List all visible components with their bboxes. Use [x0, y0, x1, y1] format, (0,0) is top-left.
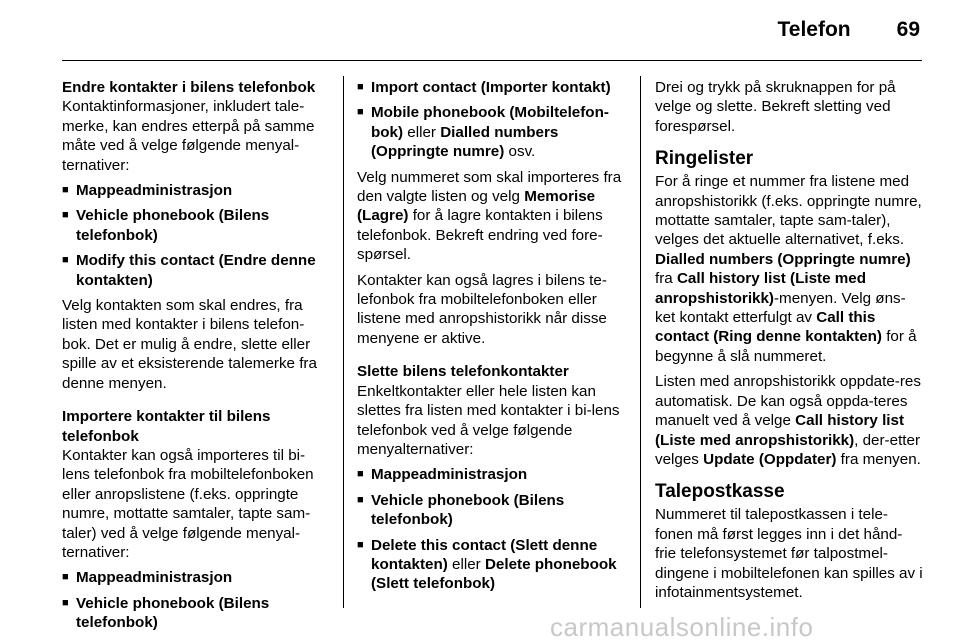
list-item: ■ Vehicle phonebook (Bilens telefonbok): [357, 491, 625, 530]
watermark: carmanualsonline.info: [550, 612, 814, 642]
paragraph: Velg kontakten som skal endres, fra listen med kontakter i bilens telefon-bok. Det er mulig å endre, slette eller spille av et eksisterende talemerke fra denne menyen.: [62, 297, 317, 392]
list-item: ■ Mappeadministrasjon: [62, 568, 328, 587]
paragraph: [357, 168, 625, 265]
heading-delete-contacts: Slette bilens telefonkontakter: [357, 363, 569, 381]
text: Velg nummeret som skal importeres fra den valgte listen og velg: [357, 168, 622, 206]
list-item: ■ Mappeadministrasjon: [357, 465, 625, 484]
page-number: 69: [896, 18, 920, 41]
column-3: [655, 78, 923, 608]
paragraph: Kontakter kan også lagres i bilens te-lefonbok fra mobiltelefonboken eller listene med anropshistorikk når disse menyene er aktive.: [357, 271, 607, 347]
menu-term: Mobile phonebook (Mobiltelefon-bok): [371, 104, 609, 141]
paragraph: [655, 172, 923, 366]
column-2: [357, 78, 625, 600]
section-title-voicemail: Talepostkasse: [655, 481, 785, 503]
paragraph: Kontakter kan også importeres til bi-lens telefonbok fra mobiltelefonboken eller anropslistene (f.eks. oppringte numre, mottatte samtaler, tapte sam-taler) ved å velge følgende menyal-ternativer:: [62, 446, 314, 561]
menu-term: Call history list (Liste med anropshistorikk): [655, 270, 866, 307]
column-divider-2: [640, 76, 641, 608]
text: osv.: [504, 143, 536, 161]
text: -menyen. Velg øns-ket kontakt etterfulgt av: [655, 289, 906, 327]
text: fra: [655, 270, 677, 288]
page-title: Telefon: [777, 18, 851, 41]
menu-path-list: [357, 465, 625, 593]
column-1: [62, 78, 328, 639]
menu-term: Memorise (Lagre): [357, 188, 596, 225]
menu-term: Dialled numbers (Oppringte numre): [655, 250, 911, 268]
header-divider: [62, 60, 922, 61]
list-item: ■ Import contact (Importer kontakt): [357, 78, 625, 97]
menu-term: Call history list (Liste med anropshistorikk): [655, 412, 905, 449]
menu-path-list: [357, 78, 625, 162]
list-item: ■ Modify this contact (Endre denne kontakten): [62, 251, 328, 290]
heading-edit-contacts: Endre kontakter i bilens telefonbok: [62, 79, 316, 96]
list-item: [357, 103, 625, 161]
text: eller: [447, 555, 485, 573]
list-item: ■ Mappeadministrasjon: [62, 181, 328, 200]
page-header: [778, 18, 920, 48]
list-item: ■ Vehicle phonebook (Bilens telefonbok): [62, 594, 328, 633]
text: For å ringe et nummer fra listene med anropshistorikk (f.eks. oppringte numre, mottatte samtaler, tapte sam-taler), velges det aktuelle alternativet, f.eks.: [655, 173, 922, 249]
list-item: ■ Vehicle phonebook (Bilens telefonbok): [62, 206, 328, 245]
text: Listen med anropshistorikk oppdate-res automatisk. De kan også oppda-teres manuelt ved å velge: [655, 373, 921, 430]
paragraph: Nummeret til talepostkassen i tele-fonen må først legges inn i det hånd-frie telefonsystemet før talpostmel-dingene i mobiltelefonen kan spilles av i infotainmentsystemet.: [655, 506, 923, 601]
section-title-call-lists: Ringelister: [655, 148, 754, 170]
heading-import-contacts: Importere kontakter til bilens telefonbok: [62, 408, 271, 445]
text: for å lagre kontakten i bilens telefonbok. Bekreft endring ved fore-spørsel.: [357, 207, 603, 264]
text: eller: [403, 123, 441, 141]
menu-path-list: [62, 568, 328, 632]
menu-term: Delete this contact (Slett denne kontakten): [371, 536, 598, 573]
text: for å begynne å slå nummeret.: [655, 328, 917, 365]
menu-path-list: [62, 181, 328, 290]
text: fra menyen.: [836, 450, 921, 468]
paragraph: Drei og trykk på skruknappen for på velge og slette. Bekreft sletting ved forespørsel.: [655, 79, 896, 135]
paragraph: Enkeltkontakter eller hele listen kan slettes fra listen med kontakter i bi-lens telefonbok ved å velge følgende menyalternativer:: [357, 382, 620, 458]
paragraph: [655, 372, 923, 469]
text: , der-etter velges: [655, 431, 921, 468]
paragraph: Kontaktinformasjoner, inkludert tale-merke, kan endres etterpå på samme måte ved å velge følgende menyal-ternativer:: [62, 98, 315, 174]
list-item: [357, 536, 625, 594]
menu-term: Delete phonebook (Slett telefonbok): [371, 555, 617, 593]
menu-term: Dialled numbers (Oppringte numre): [371, 123, 559, 161]
menu-term: Call this contact (Ring denne kontakten): [655, 309, 882, 346]
menu-term: Update (Oppdater): [703, 450, 837, 468]
column-divider-1: [343, 76, 344, 608]
